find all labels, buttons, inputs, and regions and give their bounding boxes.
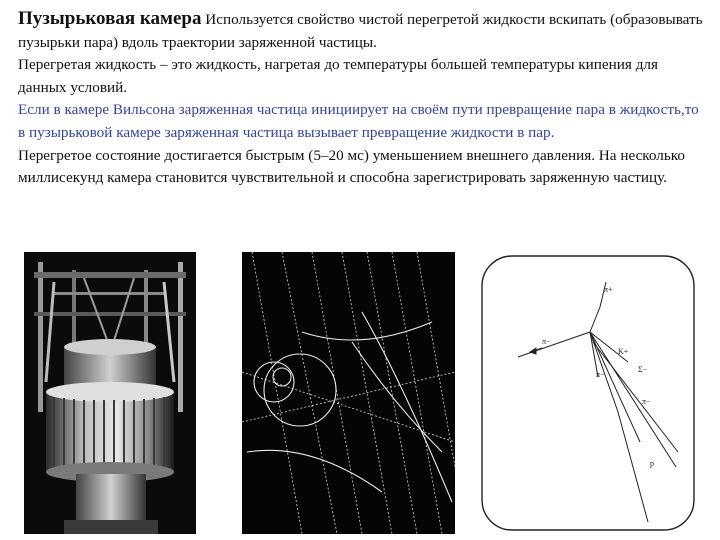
paragraph-pressure: Перегретое состояние достигается быстрым (5–20 мс) уменьшением внешнего давления. На несколько миллисекунд камера становится чувствительной и способна зарегистрировать заряженную частицу. <box>18 146 686 187</box>
paragraph-superheated: Перегретая жидкость – это жидкость, нагретая до температуры большей температуры кипения для данных условий. <box>18 56 658 96</box>
label-pi-minus-left: π− <box>542 337 551 346</box>
bubble-tracks-photo <box>242 252 455 534</box>
label-pi-plus: π+ <box>604 285 613 294</box>
paragraph-intro <box>18 8 708 54</box>
label-pi-minus-a: π− <box>596 370 605 379</box>
particle-tracks-diagram <box>478 252 698 534</box>
label-k-plus: K+ <box>618 347 629 356</box>
label-sigma-minus: Σ− <box>638 365 648 374</box>
label-pi-minus-b: π− <box>642 397 651 406</box>
intro-text: Используется свойство чистой перегретой жидкости вскипать (образовывать пузырьки пара) вдоль траектории заряженной частицы. <box>18 11 703 51</box>
paragraph-comparison: Если в камере Вильсона заряженная частица инициирует на своём пути превращение пара в жидкость,то в пузырьковой камере заряженная частица вызывает превращение жидкости в пар. <box>18 101 699 141</box>
label-p: p <box>650 459 654 468</box>
page-title: Пузырьковая камера <box>18 8 202 29</box>
bubble-chamber-photo <box>24 252 196 534</box>
text-content <box>18 8 708 190</box>
